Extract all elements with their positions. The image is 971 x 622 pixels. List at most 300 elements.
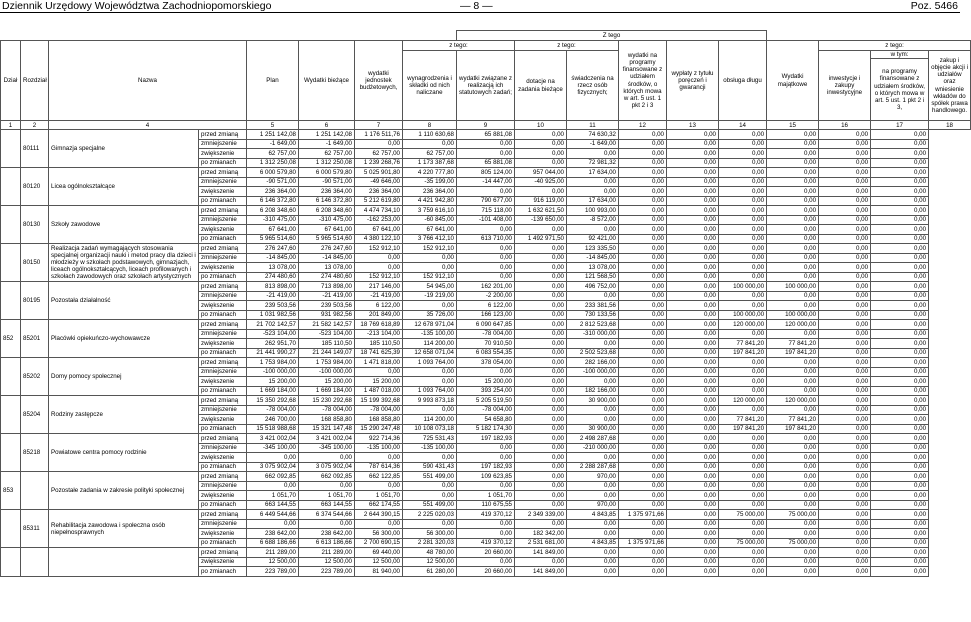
value-cell: 0,00 [767,329,819,339]
value-cell: 6 146 372,80 [299,196,355,206]
value-cell: -345 100,00 [247,443,299,453]
value-cell: 13 078,00 [567,263,619,273]
value-cell: 0,00 [667,453,719,463]
value-cell: 0,00 [619,282,667,292]
value-cell: 182 166,00 [567,386,619,396]
value-cell: 0,00 [719,386,767,396]
row-label: zwiększenie [199,529,247,539]
value-cell: 0,00 [515,301,567,311]
value-cell: 15 350 292,68 [247,396,299,406]
wynagrodzenia-header: wynagrodzenia i składki od nich naliczane [403,51,457,121]
value-cell: -90 571,00 [299,177,355,187]
value-cell: 0,00 [871,557,929,567]
value-cell: 0,00 [767,149,819,159]
value-cell: 0,00 [667,500,719,510]
value-cell: 0,00 [819,500,871,510]
value-cell: 0,00 [619,130,667,140]
value-cell: 0,00 [355,253,403,263]
value-cell: 0,00 [871,130,929,140]
value-cell: 0,00 [567,567,619,577]
value-cell: -21 419,00 [355,291,403,301]
value-cell: 17 634,00 [567,196,619,206]
table-row [1,396,971,406]
value-cell: 152 912,10 [355,244,403,254]
row-label: przed zmianą [199,282,247,292]
value-cell: 0,00 [819,453,871,463]
value-cell: 0,00 [355,453,403,463]
value-cell: 0,00 [719,405,767,415]
value-cell: 1 753 984,00 [247,358,299,368]
value-cell: 0,00 [819,282,871,292]
value-cell: 239 503,56 [299,301,355,311]
value-cell: 931 982,56 [299,310,355,320]
value-cell: 0,00 [719,567,767,577]
value-cell: 276 247,60 [247,244,299,254]
value-cell: 0,00 [515,367,567,377]
value-cell: -523 104,00 [247,329,299,339]
value-cell: -310 475,00 [299,215,355,225]
nazwa-header: Nazwa [49,41,247,121]
value-cell: -135 100,00 [403,329,457,339]
row-label: zwiększenie [199,377,247,387]
row-label: po zmianach [199,538,247,548]
value-cell: 21 441 990,27 [247,348,299,358]
value-cell: 0,00 [667,519,719,529]
value-cell: 0,00 [819,187,871,197]
value-cell: 12 500,00 [403,557,457,567]
value-cell: 0,00 [719,443,767,453]
value-cell: 0,00 [403,263,457,273]
value-cell: 72 981,32 [567,158,619,168]
journal-title: Dziennik Urzędowy Województwa Zachodniopomorskiego [2,0,272,12]
value-cell: 0,00 [871,443,929,453]
value-cell: 0,00 [619,367,667,377]
value-cell: -19 219,00 [403,291,457,301]
row-label: zmniejszenie [199,291,247,301]
value-cell: 0,00 [515,282,567,292]
value-cell: 0,00 [871,548,929,558]
nazwa-cell: Realizacja zadań wymagających stosowania specjalnej organizacji nauki i metod pracy dla dzieci i młodzieży w szkołach podstawowych, gimnazjach, liceach ogólnokształcących, liceach profilowanych i szkołach zawodowych oraz szkołach artystycznych [49,244,199,282]
value-cell: 3 421 002,04 [247,434,299,444]
value-cell: 109 623,85 [457,472,515,482]
value-cell: 6 083 554,35 [457,348,515,358]
value-cell: 1 669 184,00 [247,386,299,396]
value-cell: 100 000,00 [767,282,819,292]
row-label: przed zmianą [199,434,247,444]
value-cell: 0,00 [403,253,457,263]
value-cell: 496 752,00 [567,282,619,292]
column-number: 12 [619,121,667,130]
value-cell: 0,00 [667,206,719,216]
value-cell: 0,00 [871,301,929,311]
value-cell: 30 900,00 [567,424,619,434]
value-cell: 3 075 902,04 [299,462,355,472]
value-cell: 6 146 372,80 [247,196,299,206]
value-cell: 0,00 [619,244,667,254]
value-cell: 1 251 142,08 [247,130,299,140]
value-cell: 10 108 073,18 [403,424,457,434]
value-cell: 12 500,00 [355,557,403,567]
value-cell: 0,00 [667,301,719,311]
value-cell: 0,00 [403,481,457,491]
value-cell: 1 173 387,68 [403,158,457,168]
dzial-cell [1,396,21,434]
value-cell: 1 492 971,50 [515,234,567,244]
value-cell: 0,00 [247,481,299,491]
rozdzial-cell: 85201 [21,320,49,358]
value-cell: 0,00 [403,491,457,501]
value-cell: 67 641,00 [247,225,299,235]
value-cell: 0,00 [515,253,567,263]
value-cell: 197 841,20 [719,424,767,434]
value-cell: 15 200,00 [299,377,355,387]
row-label: po zmianach [199,462,247,472]
majatkowe-header: Wydatki majątkowe [767,41,819,121]
value-cell: 0,00 [457,187,515,197]
value-cell: 0,00 [515,377,567,387]
value-cell: -162 253,00 [355,215,403,225]
value-cell: 1 051,70 [457,491,515,501]
jednostek-header: wydatki jednostek budżetowych, [355,41,403,121]
value-cell: 0,00 [819,130,871,140]
value-cell: 0,00 [619,196,667,206]
value-cell: 114 200,00 [403,339,457,349]
value-cell: 0,00 [719,263,767,273]
value-cell: 0,00 [871,310,929,320]
value-cell: 54 658,80 [457,415,515,425]
value-cell: 65 881,08 [457,158,515,168]
value-cell: 276 247,60 [299,244,355,254]
value-cell: 0,00 [819,567,871,577]
value-cell: 0,00 [871,348,929,358]
value-cell: 378 054,00 [457,358,515,368]
value-cell: 0,00 [515,557,567,567]
value-cell: 0,00 [619,424,667,434]
value-cell: 3 759 616,10 [403,206,457,216]
value-cell: 0,00 [667,538,719,548]
dzial-cell [1,434,21,472]
column-number: 10 [515,121,567,130]
value-cell: 0,00 [667,168,719,178]
value-cell: 5 182 174,30 [457,424,515,434]
value-cell: 0,00 [767,291,819,301]
value-cell: 0,00 [667,348,719,358]
value-cell: 0,00 [457,149,515,159]
value-cell: -2 200,00 [457,291,515,301]
value-cell: 0,00 [619,168,667,178]
rozdzial-cell: 80130 [21,206,49,244]
value-cell: 0,00 [457,557,515,567]
value-cell: 0,00 [767,196,819,206]
value-cell: 0,00 [819,329,871,339]
row-label: przed zmianą [199,472,247,482]
value-cell: 67 641,00 [355,225,403,235]
value-cell: 0,00 [871,291,929,301]
value-cell: 0,00 [667,557,719,567]
value-cell: 0,00 [667,272,719,282]
value-cell: 0,00 [767,301,819,311]
value-cell: 0,00 [767,434,819,444]
value-cell: 121 568,50 [567,272,619,282]
value-cell: 15 321 147,48 [299,424,355,434]
value-cell: 0,00 [719,272,767,282]
value-cell: 0,00 [667,177,719,187]
column-number: 11 [567,121,619,130]
value-cell: 1 110 630,68 [403,130,457,140]
value-cell: 2 812 523,68 [567,320,619,330]
value-cell: 0,00 [619,434,667,444]
value-cell: 75 000,00 [719,510,767,520]
row-label: przed zmianą [199,548,247,558]
value-cell: 0,00 [667,320,719,330]
value-cell: 5 212 619,80 [355,196,403,206]
value-cell: 0,00 [667,234,719,244]
value-cell: 0,00 [871,282,929,292]
value-cell: 3 075 902,04 [247,462,299,472]
value-cell: -14 447,00 [457,177,515,187]
value-cell: 0,00 [619,481,667,491]
value-cell: 0,00 [767,519,819,529]
value-cell: 0,00 [619,263,667,273]
value-cell: 201 849,00 [355,310,403,320]
value-cell: -14 845,00 [567,253,619,263]
table-row [1,548,971,558]
value-cell: 211 289,00 [299,548,355,558]
value-cell: 0,00 [719,472,767,482]
row-label: po zmianach [199,196,247,206]
column-number: 8 [403,121,457,130]
value-cell: 0,00 [619,519,667,529]
value-cell: 663 144,55 [299,500,355,510]
value-cell: 0,00 [767,168,819,178]
value-cell: 2 498 287,68 [567,434,619,444]
value-cell: 20 660,00 [457,548,515,558]
column-number: 6 [299,121,355,130]
value-cell: 197 182,93 [457,434,515,444]
table-row [1,472,971,482]
value-cell: 0,00 [515,453,567,463]
value-cell: 0,00 [515,291,567,301]
value-cell: -523 104,00 [299,329,355,339]
value-cell: 0,00 [403,519,457,529]
value-cell: 0,00 [619,358,667,368]
value-cell: 0,00 [567,519,619,529]
dzial-header: Dział [1,41,21,121]
value-cell: 0,00 [767,130,819,140]
value-cell: 6 122,00 [457,301,515,311]
value-cell: 0,00 [619,320,667,330]
value-cell: 238 642,00 [247,529,299,539]
ue2-header: na programy finansowane z udziałem środków, o których mowa w art. 5 ust. 1 pkt 2 i 3, [871,59,929,121]
value-cell: 0,00 [819,215,871,225]
value-cell: 141 849,00 [515,567,567,577]
value-cell: 0,00 [871,339,929,349]
value-cell: 0,00 [767,158,819,168]
row-label: po zmianach [199,310,247,320]
column-number: 13 [667,121,719,130]
value-cell: 70 910,50 [457,339,515,349]
value-cell: 0,00 [403,405,457,415]
table-row [1,282,971,292]
value-cell: 0,00 [871,215,929,225]
value-cell: 0,00 [619,548,667,558]
value-cell: 0,00 [567,548,619,558]
value-cell: 0,00 [619,462,667,472]
value-cell: 15 200,00 [457,377,515,387]
value-cell: 0,00 [767,358,819,368]
value-cell: 0,00 [515,443,567,453]
value-cell: 6 449 544,66 [247,510,299,520]
value-cell: 4 474 734,10 [355,206,403,216]
value-cell: 0,00 [567,481,619,491]
value-cell: 0,00 [871,386,929,396]
value-cell: 805 124,00 [457,168,515,178]
value-cell: 0,00 [667,130,719,140]
value-cell: 0,00 [819,149,871,159]
value-cell: 0,00 [667,149,719,159]
value-cell: 62 757,00 [247,149,299,159]
value-cell: 730 133,56 [567,310,619,320]
value-cell: 162 201,00 [457,282,515,292]
value-cell: 0,00 [719,234,767,244]
value-cell: 0,00 [667,329,719,339]
value-cell: 0,00 [719,225,767,235]
value-cell: 5 025 901,80 [355,168,403,178]
row-label: zmniejszenie [199,443,247,453]
value-cell: 1 471 818,00 [355,358,403,368]
row-label: po zmianach [199,500,247,510]
value-cell: 0,00 [719,329,767,339]
value-cell: 48 780,00 [403,548,457,558]
row-label: zmniejszenie [199,253,247,263]
nazwa-cell: Licea ogólnokształcące [49,168,199,206]
value-cell: 0,00 [767,491,819,501]
nazwa-cell: Pozostałe zadania w zakresie polityki społecznej [49,472,199,510]
value-cell: 62 757,00 [299,149,355,159]
value-cell: -100 000,00 [567,367,619,377]
value-cell: 0,00 [767,215,819,225]
value-cell: 715 118,00 [457,206,515,216]
value-cell: 0,00 [515,500,567,510]
nazwa-cell: Placówki opiekuńczo-wychowawcze [49,320,199,358]
value-cell: 0,00 [819,510,871,520]
value-cell: 0,00 [767,234,819,244]
value-cell: 152 912,10 [403,244,457,254]
value-cell: 419 370,12 [457,538,515,548]
value-cell: 663 144,55 [247,500,299,510]
value-cell: 0,00 [819,253,871,263]
value-cell: -101 408,00 [457,215,515,225]
row-label: zwiększenie [199,415,247,425]
value-cell: 0,00 [871,320,929,330]
value-cell: 0,00 [515,139,567,149]
value-cell: 1 251 142,08 [299,130,355,140]
value-cell: -90 571,00 [247,177,299,187]
value-cell: 0,00 [619,491,667,501]
value-cell: 2 349 339,00 [515,510,567,520]
value-cell: -78 004,00 [457,405,515,415]
row-label: zwiększenie [199,491,247,501]
dotacje-header: dotacje na zadania bieżące [515,51,567,121]
value-cell: 0,00 [871,149,929,159]
value-cell: 62 757,00 [355,149,403,159]
value-cell: 0,00 [871,158,929,168]
value-cell: -14 845,00 [247,253,299,263]
value-cell: 1 632 621,50 [515,206,567,216]
value-cell: 916 119,00 [515,196,567,206]
value-cell: 0,00 [667,415,719,425]
value-cell: 1 093 764,00 [403,358,457,368]
value-cell: 4 421 942,80 [403,196,457,206]
value-cell: 0,00 [819,158,871,168]
value-cell: 0,00 [457,453,515,463]
value-cell: 0,00 [667,358,719,368]
dzial-cell [1,168,21,206]
rozdzial-cell: 85311 [21,510,49,548]
value-cell: 2 502 523,68 [567,348,619,358]
value-cell: 0,00 [719,491,767,501]
value-cell: 4 843,85 [567,538,619,548]
value-cell: 15 200,00 [247,377,299,387]
value-cell: 662 174,55 [355,500,403,510]
value-cell: 0,00 [667,481,719,491]
value-cell: 0,00 [719,291,767,301]
value-cell: 0,00 [871,510,929,520]
value-cell: 787 614,36 [355,462,403,472]
value-cell: 0,00 [667,253,719,263]
value-cell: 419 370,12 [457,510,515,520]
dzial-cell [1,510,21,548]
value-cell: 4 843,85 [567,510,619,520]
value-cell: 0,00 [667,282,719,292]
row-label: zmniejszenie [199,519,247,529]
value-cell: 0,00 [619,472,667,482]
row-label: po zmianach [199,234,247,244]
value-cell: 74 630,32 [567,130,619,140]
value-cell: 0,00 [819,386,871,396]
value-cell: 0,00 [871,491,929,501]
value-cell: 0,00 [819,320,871,330]
value-cell: 12 500,00 [247,557,299,567]
value-cell: 0,00 [719,557,767,567]
value-cell: 2 700 690,15 [355,538,403,548]
value-cell: 0,00 [457,519,515,529]
value-cell: 0,00 [567,339,619,349]
value-cell: -49 646,00 [355,177,403,187]
value-cell: 236 364,00 [403,187,457,197]
value-cell: 0,00 [619,453,667,463]
value-cell: 0,00 [819,263,871,273]
value-cell: 0,00 [619,405,667,415]
value-cell: -210 000,00 [567,443,619,453]
value-cell: 0,00 [515,272,567,282]
position-number: Poz. 5466 [910,0,958,12]
value-cell: 15 199 392,68 [355,396,403,406]
value-cell: 0,00 [515,329,567,339]
z-tego-maj-header: z tego: [819,41,971,51]
value-cell: 0,00 [619,301,667,311]
value-cell: 0,00 [871,405,929,415]
value-cell: 662 092,85 [299,472,355,482]
value-cell: 0,00 [457,529,515,539]
value-cell: 236 364,00 [247,187,299,197]
nazwa-cell: Szkoły zawodowe [49,206,199,244]
value-cell: 0,00 [619,139,667,149]
value-cell: 77 841,20 [719,415,767,425]
value-cell: 75 000,00 [767,510,819,520]
value-cell: 0,00 [819,377,871,387]
value-cell: 17 634,00 [567,168,619,178]
